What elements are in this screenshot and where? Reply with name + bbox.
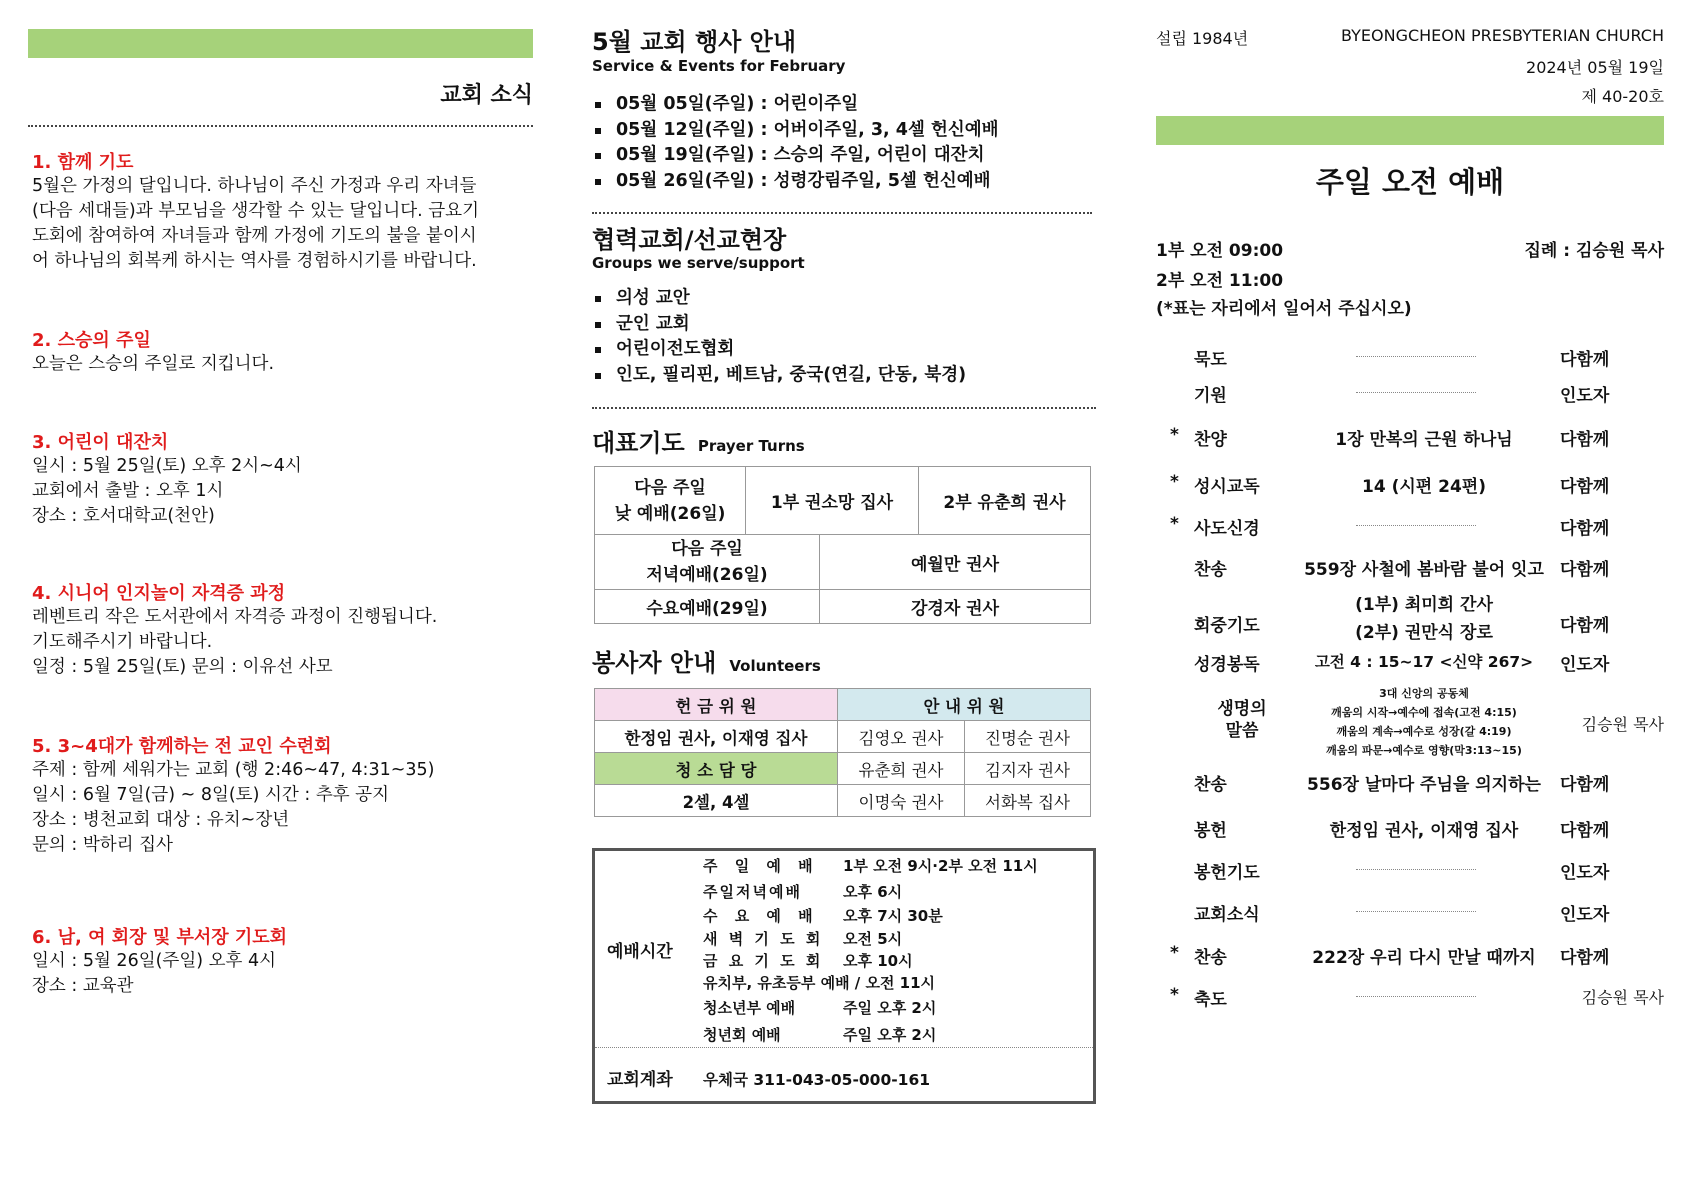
order-item bbox=[1156, 684, 1664, 764]
news-line: 장소 : 호서대학교(천안) bbox=[32, 506, 215, 526]
bulletin-date: 2024년 05월 19일 bbox=[1526, 58, 1664, 77]
order-label: 회중기도 bbox=[1194, 616, 1260, 636]
volunteers-heading bbox=[592, 643, 821, 678]
order-person: 인도자 bbox=[1560, 905, 1610, 925]
empty-dotted-line bbox=[1356, 525, 1476, 526]
worship-time: 오후 7시 30분 bbox=[843, 907, 943, 925]
offering-header: 헌 금 위 원 bbox=[595, 689, 838, 721]
prayer-person: 1부 권소망 집사 bbox=[746, 467, 919, 535]
divider bbox=[595, 1047, 1093, 1048]
order-label: 생명의 말씀 bbox=[1217, 699, 1267, 741]
mission-list bbox=[592, 286, 966, 388]
prayer-label-line: 저녁예배(26일) bbox=[646, 565, 768, 585]
news-line: 레벤트리 작은 도서관에서 자격증 과정이 진행됩니다. bbox=[32, 607, 438, 627]
prayer-person: 2부 유춘희 권사 bbox=[919, 467, 1091, 535]
offering-members: 한정임 권사, 이재영 집사 bbox=[595, 721, 838, 753]
order-person: 김승원 목사 bbox=[1581, 988, 1664, 1007]
news-title: 교회 소식 bbox=[440, 83, 533, 108]
order-label: 사도신경 bbox=[1194, 519, 1260, 539]
order-content: 1장 만복의 근원 하나님 bbox=[1335, 430, 1513, 450]
news-item-title: 3. 어린이 대잔치 bbox=[32, 432, 169, 453]
news-line: 교회에서 출발 : 오후 1시 bbox=[32, 481, 224, 501]
worship-name: 새 벽 기 도 회 bbox=[703, 930, 824, 948]
usher-member: 진명순 권사 bbox=[965, 721, 1091, 753]
order-label: 봉헌기도 bbox=[1194, 863, 1260, 883]
news-item bbox=[32, 579, 437, 680]
worship-time: 주일 오후 2시 bbox=[843, 999, 937, 1017]
order-content: 556장 날마다 주님을 의지하는 bbox=[1307, 775, 1541, 795]
order-label: 찬송 bbox=[1194, 775, 1227, 795]
usher-member: 김영오 권사 bbox=[838, 721, 965, 753]
cleaning-members: 2셀, 4셀 bbox=[595, 785, 838, 817]
officiant: 집례 : 김승원 목사 bbox=[1524, 241, 1664, 261]
standing-note: (*표는 자리에서 일어서 주십시오) bbox=[1156, 299, 1412, 319]
worship-times-list bbox=[703, 855, 1083, 1048]
divider bbox=[592, 407, 1096, 409]
list-item: 05월 19일(주일) : 스승의 주일, 어린이 대잔치 bbox=[592, 143, 999, 169]
empty-dotted-line bbox=[1356, 869, 1476, 870]
order-label: 찬양 bbox=[1194, 430, 1227, 450]
empty-dotted-line bbox=[1356, 356, 1476, 357]
account-label: 교회계좌 bbox=[607, 1070, 673, 1090]
news-line: 도회에 참여하여 자녀들과 함께 가정에 기도의 불을 붙이시 bbox=[32, 226, 477, 246]
order-label: 묵도 bbox=[1194, 350, 1227, 370]
worship-name: 금 요 기 도 회 bbox=[703, 952, 824, 970]
founded-year: 설립 1984년 bbox=[1156, 29, 1249, 48]
news-line: 5월은 가정의 달입니다. 하나님이 주신 가정과 우리 자녀들 bbox=[32, 176, 477, 196]
prayer-table bbox=[594, 534, 1091, 624]
news-item bbox=[32, 923, 287, 999]
issue-number: 제 40-20호 bbox=[1581, 87, 1664, 106]
prayer-label-line: 다음 주일 bbox=[671, 539, 743, 559]
news-item-title: 5. 3~4대가 함께하는 전 교인 수련회 bbox=[32, 736, 332, 757]
divider bbox=[592, 212, 1092, 214]
order-label: 찬송 bbox=[1194, 560, 1227, 580]
order-label: 찬송 bbox=[1194, 948, 1227, 968]
worship-time: 오후 6시 bbox=[843, 883, 903, 901]
worship-name: 주일저녁예배 bbox=[703, 883, 802, 901]
order-item bbox=[1156, 468, 1664, 498]
order-label: 성시교독 bbox=[1194, 477, 1260, 497]
prayer-person: 강경자 권사 bbox=[820, 590, 1091, 624]
events-subtitle: Service & Events for February bbox=[592, 57, 846, 75]
news-line: 오늘은 스승의 주일로 지킵니다. bbox=[32, 354, 275, 374]
empty-dotted-line bbox=[1356, 392, 1476, 393]
church-name: BYEONGCHEON PRESBYTERIAN CHURCH bbox=[1341, 26, 1664, 45]
cleaning-header: 청 소 담 당 bbox=[595, 753, 838, 785]
order-item bbox=[1156, 551, 1664, 581]
order-item bbox=[1156, 981, 1664, 1011]
worship-name: 청년회 예배 bbox=[703, 1026, 781, 1044]
list-item: 어린이전도협회 bbox=[592, 337, 966, 363]
list-item: 05월 12일(주일) : 어버이주일, 3, 4셀 헌신예배 bbox=[592, 118, 999, 144]
worship-time: 주일 오후 2시 bbox=[843, 1026, 937, 1044]
worship-name: 유치부, 유초등부 예배 / 오전 11시 bbox=[703, 974, 936, 992]
usher-header: 안 내 위 원 bbox=[838, 689, 1091, 721]
empty-dotted-line bbox=[1356, 996, 1476, 997]
order-person: 김승원 목사 bbox=[1581, 715, 1664, 734]
news-line: 장소 : 병천교회 대상 : 유치~장년 bbox=[32, 810, 290, 830]
worship-times-label: 예배시간 bbox=[607, 942, 673, 962]
order-content: 222장 우리 다시 만날 때까지 bbox=[1312, 948, 1536, 968]
order-person: 다함께 bbox=[1560, 821, 1610, 841]
order-item bbox=[1156, 421, 1664, 451]
standing-mark: * bbox=[1170, 943, 1179, 963]
usher-member: 유춘희 권사 bbox=[838, 753, 965, 785]
service-title: 주일 오전 예배 bbox=[1315, 165, 1505, 199]
volunteers-title: 봉사자 안내 bbox=[592, 649, 717, 677]
service-time-1: 1부 오전 09:00 bbox=[1156, 241, 1284, 261]
usher-member: 김지자 권사 bbox=[965, 753, 1091, 785]
list-item: 05월 05일(주일) : 어린이주일 bbox=[592, 92, 999, 118]
order-content: (1부) 최미희 간사 (2부) 권만식 장로 bbox=[1355, 595, 1493, 643]
prayer-label: 수요예배(29일) bbox=[595, 590, 820, 624]
list-item: 인도, 필리핀, 베트남, 중국(연길, 단동, 북경) bbox=[592, 363, 966, 389]
order-person: 다함께 bbox=[1560, 430, 1610, 450]
prayer-label bbox=[595, 535, 820, 590]
list-item: 군인 교회 bbox=[592, 312, 966, 338]
news-line: 일시 : 6월 7일(금) ~ 8일(토) 시간 : 추후 공지 bbox=[32, 785, 389, 805]
order-content: 한정임 권사, 이재영 집사 bbox=[1329, 821, 1519, 841]
worship-time: 오후 10시 bbox=[843, 952, 913, 970]
order-label: 기원 bbox=[1194, 386, 1227, 406]
worship-name: 수 요 예 배 bbox=[703, 907, 819, 925]
news-item-title: 6. 남, 여 회장 및 부서장 기도회 bbox=[32, 927, 288, 948]
order-content: 14 (시편 24편) bbox=[1362, 477, 1486, 497]
news-item-title: 2. 스승의 주일 bbox=[32, 330, 151, 351]
news-item bbox=[32, 148, 532, 274]
worship-name: 청소년부 예배 bbox=[703, 999, 796, 1017]
worship-time: 1부 오전 9시·2부 오전 11시 bbox=[843, 857, 1038, 875]
order-item bbox=[1156, 510, 1664, 540]
prayer-title: 대표기도 bbox=[592, 429, 685, 457]
mission-title: 협력교회/선교현장 bbox=[592, 226, 787, 254]
news-line: 기도해주시기 바랍니다. bbox=[32, 632, 213, 652]
prayer-subtitle: Prayer Turns bbox=[697, 437, 805, 455]
usher-member: 서화복 집사 bbox=[965, 785, 1091, 817]
order-content: 고전 4 : 15~17 <신약 267> bbox=[1314, 653, 1534, 671]
news-line: 어 하나님의 회복케 하시는 역사를 경험하시기를 바랍니다. bbox=[32, 251, 477, 271]
news-line: 일정 : 5월 25일(토) 문의 : 이유선 사모 bbox=[32, 657, 333, 677]
news-item-title: 1. 함께 기도 bbox=[32, 152, 134, 173]
green-bar bbox=[28, 29, 533, 58]
standing-mark: * bbox=[1170, 425, 1179, 445]
news-item bbox=[32, 732, 434, 858]
order-item bbox=[1156, 939, 1664, 969]
news-item bbox=[32, 428, 302, 529]
worship-name: 주 일 예 배 bbox=[703, 857, 819, 875]
worship-times-box bbox=[592, 848, 1096, 1104]
prayer-label-line: 다음 주일 bbox=[634, 477, 706, 498]
order-item bbox=[1156, 766, 1664, 796]
account-number: 우체국 311-043-05-000-161 bbox=[703, 1071, 931, 1089]
list-item: 05월 26일(주일) : 성령강림주일, 5셀 헌신예배 bbox=[592, 169, 999, 195]
order-person: 다함께 bbox=[1560, 948, 1610, 968]
order-item bbox=[1156, 341, 1664, 371]
order-person: 다함께 bbox=[1560, 519, 1610, 539]
standing-mark: * bbox=[1170, 514, 1179, 534]
usher-member: 이명숙 권사 bbox=[838, 785, 965, 817]
news-line: 일시 : 5월 25일(토) 오후 2시~4시 bbox=[32, 456, 302, 476]
order-person: 다함께 bbox=[1560, 775, 1610, 795]
mission-subtitle: Groups we serve/support bbox=[592, 254, 805, 272]
order-person: 인도자 bbox=[1560, 863, 1610, 883]
news-line: 주제 : 함께 세워가는 교회 (행 2:46~47, 4:31~35) bbox=[32, 760, 435, 780]
prayer-label-line: 낮 예배(26일) bbox=[614, 503, 726, 524]
prayer-person: 예월만 권사 bbox=[820, 535, 1091, 590]
order-person: 다함께 bbox=[1560, 560, 1610, 580]
divider bbox=[28, 125, 533, 127]
worship-time: 오전 5시 bbox=[843, 930, 903, 948]
green-bar bbox=[1156, 116, 1664, 145]
news-line: (다음 세대들)과 부모님을 생각할 수 있는 달입니다. 금요기 bbox=[32, 201, 479, 221]
order-label: 성경봉독 bbox=[1194, 655, 1260, 675]
prayer-heading bbox=[592, 423, 805, 458]
prayer-label bbox=[595, 467, 746, 535]
empty-dotted-line bbox=[1356, 911, 1476, 912]
order-content: 559장 사철에 봄바람 불어 잇고 bbox=[1304, 560, 1544, 580]
order-person: 인도자 bbox=[1560, 655, 1610, 675]
news-line: 문의 : 박하리 집사 bbox=[32, 835, 173, 855]
prayer-table bbox=[594, 466, 1091, 535]
order-item bbox=[1156, 896, 1664, 926]
news-line: 일시 : 5월 26일(주일) 오후 4시 bbox=[32, 951, 277, 971]
standing-mark: * bbox=[1170, 985, 1179, 1005]
order-item bbox=[1156, 597, 1664, 647]
news-line: 장소 : 교육관 bbox=[32, 976, 134, 996]
service-time-2: 2부 오전 11:00 bbox=[1156, 271, 1284, 291]
order-content: 3대 신앙의 공동체 깨움의 시작→예수에 접속(고전 4:15) 깨움의 계속→예수로 성장(갈 4:19) 깨움의 파문→예수로 영향(막3:13~15) bbox=[1326, 687, 1522, 757]
order-label: 교회소식 bbox=[1194, 905, 1260, 925]
list-item: 의성 교안 bbox=[592, 286, 966, 312]
order-person: 다함께 bbox=[1560, 350, 1610, 370]
order-item bbox=[1156, 377, 1664, 407]
order-item bbox=[1156, 812, 1664, 842]
order-label: 축도 bbox=[1194, 990, 1227, 1010]
order-item bbox=[1156, 854, 1664, 884]
volunteers-table bbox=[594, 688, 1091, 817]
news-item bbox=[32, 326, 274, 377]
order-person: 인도자 bbox=[1560, 386, 1610, 406]
news-item-title: 4. 시니어 인지놀이 자격증 과정 bbox=[32, 583, 286, 604]
standing-mark: * bbox=[1170, 472, 1179, 492]
volunteers-subtitle: Volunteers bbox=[729, 657, 821, 675]
order-person: 다함께 bbox=[1560, 616, 1610, 636]
events-list bbox=[592, 92, 999, 194]
order-item bbox=[1156, 646, 1664, 676]
order-label: 봉헌 bbox=[1194, 821, 1227, 841]
events-title: 5월 교회 행사 안내 bbox=[592, 28, 797, 56]
order-person: 다함께 bbox=[1560, 477, 1610, 497]
